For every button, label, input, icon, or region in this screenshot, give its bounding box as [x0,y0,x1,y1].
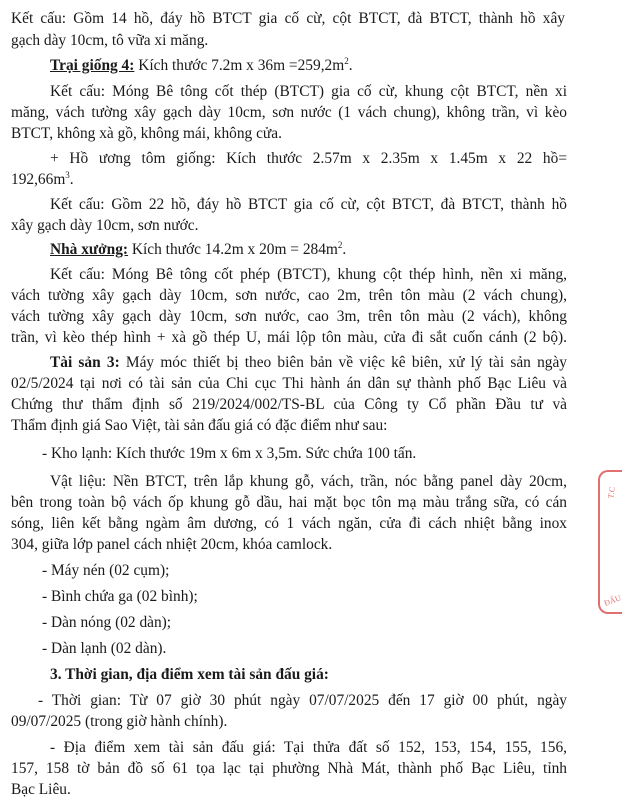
paragraph-line: Kết cấu: Gồm 22 hồ, đáy hồ BTCT gia cố cừ, cột BTCT, đà BTCT, thành hồ [50,196,567,213]
section-nha-xuong: Nhà xưởng: Kích thước 14.2m x $20m = 284m^2$. [50,240,347,258]
paragraph-line: Kết cấu: Móng Bê tông cốt thép (BTCT) gia cố cừ, khung cột BTCT, nền xi [50,83,567,100]
red-stamp-seal: T.C ĐẤU [598,470,622,614]
paragraph-line: 157, 158 tờ bản đồ số 61 tọa lạc tại phường Nhà Mát, thành phố Bạc Liêu, tỉnh [11,760,567,777]
list-item: - Máy nén (02 cụm); [42,562,170,579]
paragraph-line: Kết cấu: Gồm 14 hồ, đáy hồ BTCT gia cố cừ, cột BTCT, đà BTCT, thành hồ xây [11,10,565,27]
section-trai-giong-4: Trại giống 4: Kích thước 7.2m x $36m =259,2m^2$. [50,56,353,74]
list-item: - Bình chứa ga (02 bình); [42,588,198,605]
section-heading: 3. Thời gian, địa điểm xem tài sản đấu giá: [50,666,329,683]
section-label: Tài sản 3: [50,354,120,371]
paragraph-line: măng, vách tường xây gạch dày 10cm, sơn nước (1 vách chung), không trần, vì kèo [11,104,567,121]
paragraph-line: Vật liệu: Nền BTCT, trên lắp khung gỗ, vách, trần, nóc bằng panel dày 20cm, [50,473,567,490]
paragraph-line: - Thời gian: Từ 07 giờ 30 phút ngày 07/07/2025 đến 17 giờ 00 phút, ngày [38,692,567,709]
paragraph-line: Thẩm định giá Sao Việt, tài sản đấu giá có đặc điểm như sau: [11,417,388,434]
paragraph-line: bên trong toàn bộ vách ốp khung gỗ dầu, hai mặt bọc tôn mạ màu trắng sữa, có cán [11,494,567,511]
paragraph-line: 09/07/2025 (trong giờ hành chính). [11,713,228,730]
list-item: - Dàn nóng (02 dàn); [42,614,172,631]
paragraph-line: vách tường xây gạch dày 10cm, sơn nước, cao 3m, trên tôn màu (2 vách), không [11,308,567,325]
section-label: Nhà xưởng: [50,241,129,258]
paragraph-line: 304, giữa lớp panel cách nhiệt 20cm, khóa camlock. [11,536,333,553]
paragraph-line: 02/5/2024 tại nơi có tài sản của Chi cục Thi hành án dân sự thành phố Bạc Liêu và [11,375,567,392]
section-label: Trại giống 4: [50,57,135,74]
paragraph-line: gạch dày 10cm, tô vữa xi măng. [11,32,209,49]
list-item: - Kho lạnh: Kích thước 19m x 6m x 3,5m. Sức chứa 100 tấn. [42,445,417,462]
paragraph-line: BTCT, không xà gồ, không mái, không cửa. [11,125,282,142]
paragraph-line: sóng, liên kết bằng ngàm âm dương, có 1 vách ngăn, cửa đi cách nhiệt bằng inox [11,515,567,532]
paragraph-line: Bạc Liêu. [11,781,71,798]
paragraph-line: $192,66m^3$. [11,170,74,188]
paragraph-line: vách tường xây gạch dày 10cm, sơn nước, cao 2m, trên tôn màu (2 vách chung), [11,287,567,304]
paragraph-line: Kết cấu: Móng Bê tông cốt phép (BTCT), khung cột thép hình, nền xi măng, [50,266,567,283]
paragraph-line: trần, vì kèo thép hình + xà gồ thép U, mái lộp tôn màu, cửa đi sắt cuốn cánh (2 bộ). [11,329,567,346]
paragraph-line: - Địa điểm xem tài sản đấu giá: Tại thửa đất số 152, 153, 154, 155, 156, [50,739,567,756]
paragraph-line: xây gạch dày 10cm, sơn nước. [11,217,199,234]
paragraph-line: Chứng thư thẩm định số 219/2024/002/TS-BL của Công ty Cổ phần Đầu tư và [11,396,567,413]
list-item: - Dàn lạnh (02 dàn). [42,640,167,657]
section-tai-san-3: Tài sản 3: Máy móc thiết bị theo biên bản về việc kê biên, xử lý tài sản ngày [50,354,567,371]
paragraph-line: + Hồ ương tôm giống: Kích thước 2.57m x 2.35m x 1.45m x 22 hồ= [50,150,567,167]
